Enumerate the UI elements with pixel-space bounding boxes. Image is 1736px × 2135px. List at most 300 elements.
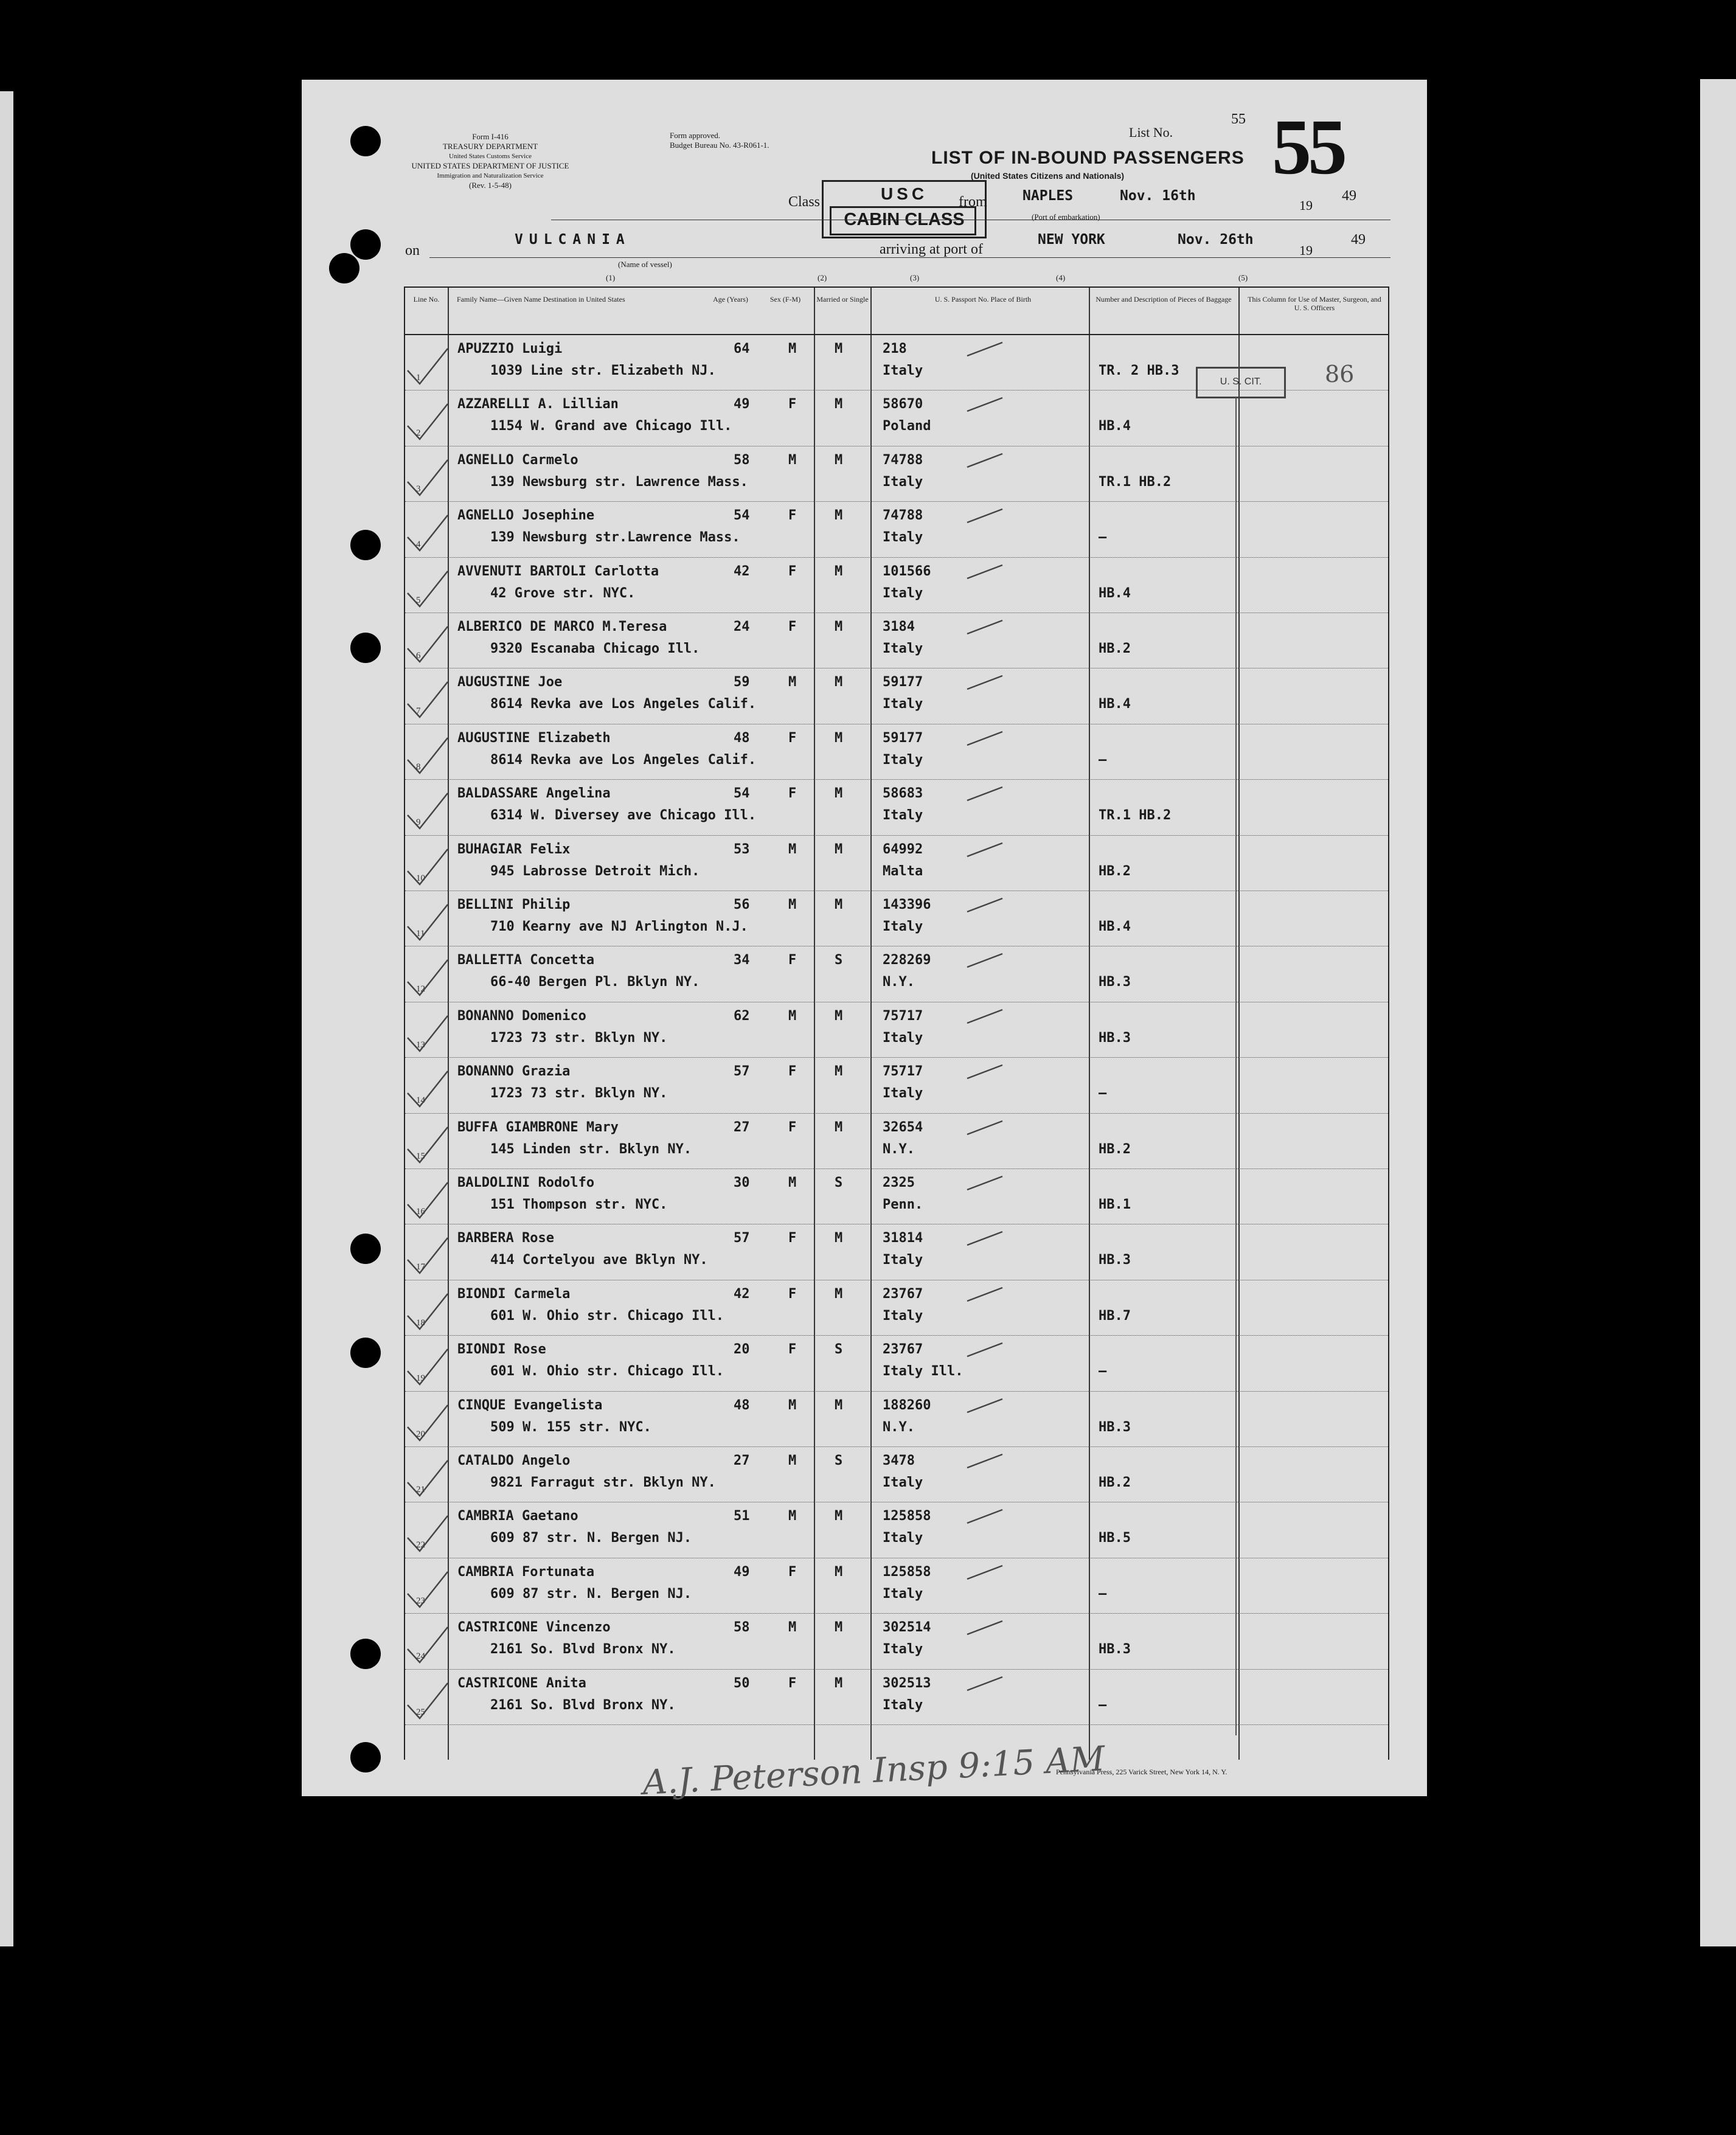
cell-sex: M (788, 1453, 797, 1468)
cell-passport: 75717 (883, 1008, 923, 1024)
doj-dept: UNITED STATES DEPARTMENT OF JUSTICE (411, 161, 569, 170)
cell-name: BONANNO Grazia (457, 1064, 571, 1080)
cell-age: 58 (734, 1620, 750, 1636)
cell-baggage: HB.2 (1099, 641, 1131, 656)
cell-age: 54 (734, 508, 750, 524)
table-row (405, 391, 1388, 446)
cell-ms: M (835, 1564, 843, 1580)
cell-dest: 66-40 Bergen Pl. Bklyn NY. (490, 974, 700, 990)
cell-ms: M (835, 1231, 843, 1246)
passport-tick-icon (965, 1449, 1007, 1474)
line-number: 1 (416, 373, 421, 383)
col-header-line-no: Line No. (413, 295, 440, 304)
check-mark-icon (403, 401, 451, 444)
cell-dest: 609 87 str. N. Bergen NJ. (490, 1530, 692, 1546)
passport-tick-icon (965, 894, 1007, 918)
port-arrival: NEW YORK (1038, 232, 1105, 248)
cell-name: CATALDO Angelo (457, 1453, 571, 1468)
cell-name: BUHAGIAR Felix (457, 841, 571, 857)
cell-dest: 139 Newsburg str. Lawrence Mass. (490, 474, 748, 490)
year-embarkation: 49 (1342, 188, 1356, 204)
cell-sex: F (788, 1064, 797, 1080)
col-header-passport: U. S. Passport No. Place of Birth (934, 295, 1032, 304)
line-number: 5 (416, 595, 421, 605)
cell-passport: 125858 (883, 1564, 931, 1580)
cell-passport: 302514 (883, 1620, 931, 1636)
cell-birth: Italy (883, 474, 923, 490)
passport-tick-icon (965, 727, 1007, 751)
form-revision: (Rev. 1-5-48) (469, 181, 512, 190)
film-edge-right (1700, 79, 1736, 1946)
cell-dest: 2161 So. Blvd Bronx NY. (490, 1697, 676, 1713)
table-row (405, 668, 1388, 724)
table-row (405, 780, 1388, 835)
form-number: Form I-416 (472, 132, 509, 141)
table-row (405, 1224, 1388, 1280)
cell-birth: N.Y. (883, 1141, 915, 1157)
cell-baggage: HB.4 (1099, 418, 1131, 434)
punch-hole (329, 253, 359, 283)
passport-tick-icon (965, 1672, 1007, 1696)
col-num-4: (4) (1056, 273, 1066, 282)
cell-name: BONANNO Domenico (457, 1008, 586, 1024)
cell-birth: N.Y. (883, 974, 915, 990)
line-number: 21 (416, 1485, 425, 1494)
cell-baggage: — (1099, 752, 1107, 768)
table-row (405, 1280, 1388, 1336)
cell-sex: F (788, 619, 797, 634)
cell-baggage: HB.2 (1099, 1475, 1131, 1490)
cell-baggage: HB.3 (1099, 1030, 1131, 1046)
cell-age: 57 (734, 1064, 750, 1080)
us-citizen-stamp: U. S. CIT. (1196, 367, 1286, 398)
col-header-baggage: Number and Description of Pieces of Baggage (1095, 295, 1232, 304)
line-number: 24 (416, 1651, 425, 1662)
table-row (405, 724, 1388, 780)
cell-ms: M (835, 1675, 843, 1691)
cell-ms: S (835, 1342, 843, 1358)
officer-note: 86 (1325, 361, 1355, 387)
line-number: 9 (416, 818, 421, 828)
cell-passport: 23767 (883, 1286, 923, 1302)
cell-ms: S (835, 1175, 843, 1190)
cell-sex: F (788, 563, 797, 579)
cell-dest: 414 Cortelyou ave Bklyn NY. (490, 1252, 708, 1268)
cell-sex: M (788, 1508, 797, 1524)
cell-birth: Malta (883, 863, 923, 879)
cell-sex: F (788, 508, 797, 524)
cell-birth: Italy (883, 1586, 923, 1602)
punch-hole (350, 1338, 381, 1368)
line-number: 12 (416, 984, 425, 995)
cell-name: BELLINI Philip (457, 897, 571, 912)
passport-tick-icon (965, 560, 1007, 585)
check-mark-icon (403, 1513, 451, 1556)
cell-age: 64 (734, 341, 750, 356)
cell-name: BUFFA GIAMBRONE Mary (457, 1119, 619, 1135)
cell-baggage: HB.2 (1099, 1141, 1131, 1157)
cell-dest: 601 W. Ohio str. Chicago Ill. (490, 1308, 724, 1324)
table-row (405, 558, 1388, 613)
cell-sex: F (788, 1564, 797, 1580)
cell-baggage: HB.3 (1099, 974, 1131, 990)
class-label: Class (788, 194, 821, 210)
printer-footer: Pennsylvania Press, 225 Varick Street, New York 14, N. Y. (1056, 1768, 1227, 1776)
year-prefix-arrival: 19 (1299, 243, 1313, 258)
cell-age: 27 (734, 1119, 750, 1135)
cell-age: 57 (734, 1231, 750, 1246)
cell-sex: M (788, 675, 797, 690)
cell-baggage: HB.4 (1099, 696, 1131, 712)
cell-sex: M (788, 1397, 797, 1413)
table-row (405, 836, 1388, 891)
table-row (405, 613, 1388, 668)
cell-birth: Italy (883, 1697, 923, 1713)
vessel-name: VULCANIA (515, 232, 631, 248)
line-number: 7 (416, 706, 421, 717)
line-number: 4 (416, 540, 421, 550)
cell-passport: 3478 (883, 1453, 915, 1468)
cell-birth: Italy (883, 1030, 923, 1046)
check-mark-icon (403, 735, 451, 778)
passport-tick-icon (965, 838, 1007, 863)
cell-dest: 139 Newsburg str.Lawrence Mass. (490, 530, 740, 546)
vessel-underline (429, 257, 1391, 258)
cell-sex: F (788, 397, 797, 412)
check-mark-icon (403, 902, 451, 945)
col-header-age: Age (Years) (713, 295, 748, 304)
cell-name: AZZARELLI A. Lillian (457, 397, 619, 412)
cell-birth: Italy (883, 808, 923, 824)
cell-age: 48 (734, 1397, 750, 1413)
cell-age: 48 (734, 730, 750, 746)
cell-name: AUGUSTINE Elizabeth (457, 730, 611, 746)
date-embarkation: Nov. 16th (1120, 188, 1196, 204)
check-mark-icon (403, 1625, 451, 1667)
cell-age: 24 (734, 619, 750, 634)
form-approved: Form approved. (670, 131, 721, 140)
cell-age: 62 (734, 1008, 750, 1024)
table-row (405, 502, 1388, 557)
check-mark-icon (403, 791, 451, 833)
line-number: 20 (416, 1429, 425, 1439)
check-mark-icon (403, 1235, 451, 1278)
passport-tick-icon (965, 1283, 1007, 1307)
cell-name: CAMBRIA Fortunata (457, 1564, 595, 1580)
cell-sex: M (788, 341, 797, 356)
cell-passport: 228269 (883, 953, 931, 968)
check-mark-icon (403, 513, 451, 555)
check-mark-icon (403, 679, 451, 722)
passport-tick-icon (965, 1172, 1007, 1196)
cell-dest: 145 Linden str. Bklyn NY. (490, 1141, 692, 1157)
cell-age: 42 (734, 563, 750, 579)
cell-ms: M (835, 341, 843, 356)
passport-tick-icon (965, 616, 1007, 640)
cell-sex: M (788, 1008, 797, 1024)
cell-baggage: HB.4 (1099, 585, 1131, 601)
cell-ms: M (835, 452, 843, 468)
manifest-subtitle: (United States Citizens and Nationals) (971, 171, 1125, 181)
manifest-title: LIST OF IN-BOUND PASSENGERS (931, 148, 1245, 168)
cell-passport: 31814 (883, 1231, 923, 1246)
big-list-number: 55 (1272, 103, 1344, 191)
cell-passport: 218 (883, 341, 907, 356)
passport-tick-icon (965, 1116, 1007, 1140)
cell-dest: 1039 Line str. Elizabeth NJ. (490, 363, 716, 378)
cell-baggage: HB.3 (1099, 1252, 1131, 1268)
cell-ms: M (835, 730, 843, 746)
cell-passport: 143396 (883, 897, 931, 912)
cell-dest: 1723 73 str. Bklyn NY. (490, 1086, 668, 1102)
table-row (405, 1614, 1388, 1669)
vessel-caption: (Name of vessel) (618, 260, 672, 269)
cell-birth: Penn. (883, 1197, 923, 1212)
check-mark-icon (403, 457, 451, 500)
col-header-name: Family Name—Given Name Destination in United States (457, 295, 625, 304)
cell-birth: Italy (883, 752, 923, 768)
cell-dest: 1723 73 str. Bklyn NY. (490, 1030, 668, 1046)
manifest-page (302, 80, 1427, 1803)
cell-dest: 509 W. 155 str. NYC. (490, 1419, 651, 1435)
cell-name: AGNELLO Carmelo (457, 452, 578, 468)
port-embarkation: NAPLES (1023, 188, 1074, 204)
cell-age: 49 (734, 397, 750, 412)
cell-ms: S (835, 953, 843, 968)
check-mark-icon (403, 1458, 451, 1501)
on-label: on (405, 243, 420, 259)
cell-ms: M (835, 675, 843, 690)
col-num-3: (3) (910, 273, 920, 282)
cell-age: 20 (734, 1342, 750, 1358)
check-mark-icon (403, 1069, 451, 1111)
cell-baggage: — (1099, 1364, 1107, 1380)
cell-dest: 2161 So. Blvd Bronx NY. (490, 1642, 676, 1658)
passport-tick-icon (965, 1505, 1007, 1529)
line-number: 23 (416, 1595, 425, 1606)
class-stamp-top: USC (880, 184, 928, 203)
cell-name: BIONDI Rose (457, 1342, 546, 1358)
cell-ms: S (835, 1453, 843, 1468)
passport-tick-icon (965, 1561, 1007, 1585)
cell-name: AGNELLO Josephine (457, 508, 595, 524)
cell-baggage: TR.1 HB.2 (1099, 474, 1172, 490)
check-mark-icon (403, 1681, 451, 1723)
check-mark-icon (403, 569, 451, 611)
table-row (405, 1502, 1388, 1558)
cell-ms: M (835, 1286, 843, 1302)
cell-age: 51 (734, 1508, 750, 1524)
cell-baggage: — (1099, 530, 1107, 546)
cell-ms: M (835, 786, 843, 802)
col-header-sex: Sex (F-M) (769, 295, 801, 304)
cell-passport: 32654 (883, 1119, 923, 1135)
line-number: 15 (416, 1151, 425, 1161)
cell-dest: 8614 Revka ave Los Angeles Calif. (490, 752, 757, 768)
cell-birth: N.Y. (883, 1419, 915, 1435)
cell-dest: 42 Grove str. NYC. (490, 585, 636, 601)
cell-baggage: HB.4 (1099, 919, 1131, 934)
col-num-1: (1) (606, 273, 616, 282)
cell-sex: F (788, 1231, 797, 1246)
cell-dest: 609 87 str. N. Bergen NJ. (490, 1586, 692, 1602)
passport-tick-icon (965, 393, 1007, 417)
customs-service: United States Customs Service (449, 153, 532, 160)
cell-dest: 601 W. Ohio str. Chicago Ill. (490, 1364, 724, 1380)
cell-birth: Italy (883, 1530, 923, 1546)
cell-sex: F (788, 1342, 797, 1358)
form-header-left (393, 132, 588, 190)
col-num-2: (2) (818, 273, 827, 282)
cell-passport: 58670 (883, 397, 923, 412)
check-mark-icon (403, 624, 451, 667)
cell-birth: Italy (883, 585, 923, 601)
cell-dest: 151 Thompson str. NYC. (490, 1197, 668, 1212)
cell-birth: Italy (883, 919, 923, 934)
cell-age: 50 (734, 1675, 750, 1691)
check-mark-icon (403, 1347, 451, 1389)
cell-ms: M (835, 619, 843, 634)
passport-tick-icon (965, 504, 1007, 529)
cell-ms: M (835, 841, 843, 857)
punch-hole (350, 229, 381, 260)
cell-age: 42 (734, 1286, 750, 1302)
cell-name: CASTRICONE Anita (457, 1675, 586, 1691)
check-mark-icon (403, 1569, 451, 1612)
passport-tick-icon (965, 949, 1007, 973)
arriving-label: arriving at port of (880, 241, 983, 257)
cell-birth: Italy (883, 1642, 923, 1658)
passport-tick-icon (965, 782, 1007, 807)
cell-baggage: HB.3 (1099, 1419, 1131, 1435)
cell-age: 56 (734, 897, 750, 912)
punch-hole (350, 530, 381, 560)
inspector-signature: A.J. Peterson Insp 9:15 AM (641, 1739, 1106, 1803)
check-mark-icon (403, 1403, 451, 1445)
cell-sex: M (788, 1175, 797, 1190)
table-row (405, 1336, 1388, 1391)
officer-column-line (1235, 397, 1237, 1735)
cell-sex: M (788, 452, 797, 468)
cell-dest: 8614 Revka ave Los Angeles Calif. (490, 696, 757, 712)
cell-ms: M (835, 563, 843, 579)
col-num-5: (5) (1238, 273, 1248, 282)
check-mark-icon (403, 1180, 451, 1223)
cell-ms: M (835, 897, 843, 912)
cell-passport: 125858 (883, 1508, 931, 1524)
year-arrival: 49 (1351, 232, 1366, 248)
cell-birth: Italy (883, 1475, 923, 1490)
cell-ms: M (835, 1620, 843, 1636)
cell-sex: M (788, 841, 797, 857)
cell-age: 49 (734, 1564, 750, 1580)
cell-ms: M (835, 508, 843, 524)
passenger-table (404, 286, 1389, 1760)
cell-baggage: — (1099, 1586, 1107, 1602)
treasury-dept: TREASURY DEPARTMENT (442, 142, 538, 151)
passport-tick-icon (965, 449, 1007, 473)
cell-sex: F (788, 1286, 797, 1302)
cell-ms: M (835, 1064, 843, 1080)
cell-ms: M (835, 1397, 843, 1413)
cell-sex: M (788, 1620, 797, 1636)
budget-bureau: Budget Bureau No. 43-R061-1. (670, 141, 769, 150)
col-header-officers: This Column for Use of Master, Surgeon, and U. S. Officers (1248, 295, 1381, 312)
cell-name: ALBERICO DE MARCO M.Teresa (457, 619, 667, 634)
port-embark-caption: (Port of embarkation) (1032, 212, 1100, 221)
check-mark-icon (403, 1125, 451, 1167)
passport-tick-icon (965, 1060, 1007, 1085)
cell-passport: 59177 (883, 730, 923, 746)
table-row (405, 1447, 1388, 1502)
cell-name: AVVENUTI BARTOLI Carlotta (457, 563, 659, 579)
table-row (405, 891, 1388, 946)
cell-birth: Italy (883, 641, 923, 656)
passport-tick-icon (965, 671, 1007, 695)
cell-sex: M (788, 897, 797, 912)
cell-ms: M (835, 1508, 843, 1524)
cell-age: 53 (734, 841, 750, 857)
cell-baggage: HB.1 (1099, 1197, 1131, 1212)
table-row (405, 1392, 1388, 1447)
passport-tick-icon (965, 1227, 1007, 1251)
cell-birth: Italy (883, 1086, 923, 1102)
cell-name: APUZZIO Luigi (457, 341, 563, 356)
cell-name: BALDOLINI Rodolfo (457, 1175, 595, 1190)
cell-age: 30 (734, 1175, 750, 1190)
line-number: 18 (416, 1317, 425, 1328)
cell-dest: 9821 Farragut str. Bklyn NY. (490, 1475, 716, 1490)
passport-tick-icon (965, 338, 1007, 362)
check-mark-icon (403, 847, 451, 889)
table-row (405, 1114, 1388, 1169)
cell-baggage: HB.2 (1099, 863, 1131, 879)
line-number: 2 (416, 428, 421, 439)
cell-passport: 101566 (883, 563, 931, 579)
cell-baggage: HB.3 (1099, 1642, 1131, 1658)
check-mark-icon (403, 346, 451, 389)
cell-passport: 2325 (883, 1175, 915, 1190)
cell-baggage: TR.1 HB.2 (1099, 808, 1172, 824)
table-row (405, 1558, 1388, 1614)
cell-name: BALLETTA Concetta (457, 953, 595, 968)
cell-sex: F (788, 786, 797, 802)
line-number: 22 (416, 1540, 425, 1550)
line-number: 16 (416, 1207, 425, 1217)
list-no-label: List No. (1129, 125, 1173, 140)
cell-passport: 59177 (883, 675, 923, 690)
line-number: 11 (416, 929, 425, 939)
cell-ms: M (835, 397, 843, 412)
table-row (405, 446, 1388, 502)
cell-baggage: — (1099, 1086, 1107, 1102)
punch-hole (350, 126, 381, 156)
cell-sex: F (788, 730, 797, 746)
punch-hole (350, 633, 381, 663)
cell-name: AUGUSTINE Joe (457, 675, 563, 690)
cell-ms: M (835, 1119, 843, 1135)
check-mark-icon (403, 957, 451, 1000)
table-row (405, 1169, 1388, 1224)
cell-passport: 188260 (883, 1397, 931, 1413)
cell-name: CASTRICONE Vincenzo (457, 1620, 611, 1636)
cell-age: 54 (734, 786, 750, 802)
film-edge-left (0, 91, 13, 1946)
punch-hole (350, 1234, 381, 1264)
from-label: from (959, 194, 987, 210)
cell-sex: F (788, 953, 797, 968)
cell-birth: Italy (883, 1252, 923, 1268)
